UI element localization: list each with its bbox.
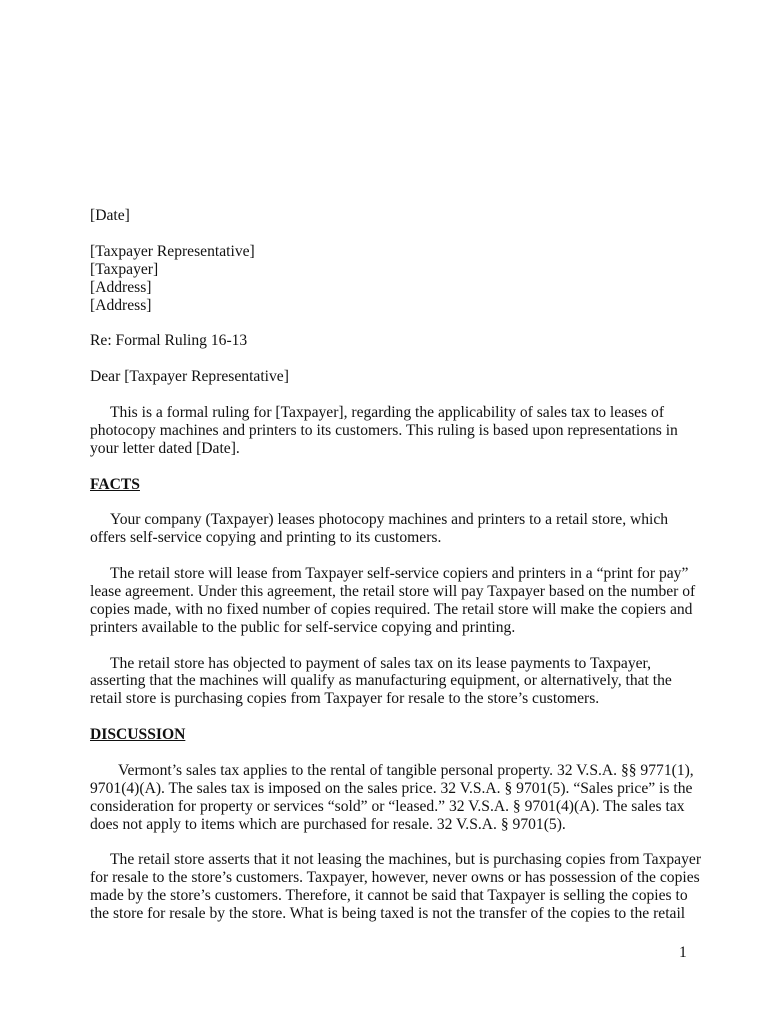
- facts-paragraph-3: [90, 655, 690, 709]
- discussion-heading: DISCUSSION: [90, 726, 186, 744]
- facts-paragraph-1: [90, 511, 690, 547]
- paragraph-line: Your company (Taxpayer) leases photocopy machines and printers to a retail store, which: [110, 511, 669, 529]
- paragraph-line: 9701(4)(A). The sales tax is imposed on the sales price. 32 V.S.A. § 9701(5). “Sales price” is the: [90, 779, 693, 797]
- discussion-paragraph-2: [90, 851, 702, 923]
- spacer: [90, 708, 690, 726]
- facts-paragraph-2: [90, 565, 696, 637]
- paragraph-line: copies made, with no fixed number of copies required. The retail store will make the copiers and: [90, 600, 693, 618]
- paragraph-line: made by the store’s customers. Therefore, it cannot be said that Taxpayer is selling the copies to: [90, 887, 688, 905]
- paragraph-line: the store for resale by the store. What is being taxed is not the transfer of the copies to the retail: [90, 905, 686, 923]
- paragraph-line: for resale to the store’s customers. Taxpayer, however, never owns or has possession of the copies: [90, 869, 700, 887]
- paragraph-line: printers available to the public for self-service copying and printing.: [90, 618, 516, 636]
- spacer: [90, 547, 690, 565]
- paragraph-line: Vermont’s sales tax applies to the rental of tangible personal property. 32 V.S.A. §§ 9771(1),: [118, 761, 694, 779]
- discussion-paragraph-1: [90, 761, 694, 834]
- paragraph-line: The retail store has objected to payment of sales tax on its lease payments to Taxpayer,: [110, 654, 652, 672]
- paragraph-line: photocopy machines and printers to its customers. This ruling is based upon representations in: [90, 421, 678, 439]
- paragraph-line: retail store is purchasing copies from Taxpayer for resale to the store’s customers.: [90, 690, 600, 708]
- recipient-line: [Address]: [90, 278, 152, 296]
- spacer: [90, 834, 690, 852]
- spacer: [90, 225, 690, 243]
- paragraph-line: consideration for property or services “sold” or “leased.” 32 V.S.A. § 9701(4)(A). The sales tax: [90, 797, 685, 815]
- paragraph-line: lease agreement. Under this agreement, the retail store will pay Taxpayer based on the number of: [90, 582, 696, 600]
- spacer: [90, 386, 690, 404]
- letter-date: [Date]: [90, 207, 130, 224]
- facts-heading: FACTS: [90, 475, 140, 493]
- paragraph-line: The retail store will lease from Taxpayer self-service copiers and printers in a “print for pay”: [110, 565, 689, 583]
- recipient-line: [Taxpayer Representative]: [90, 242, 255, 260]
- spacer: [90, 637, 690, 655]
- spacer: [90, 314, 690, 332]
- recipient-line: [Address]: [90, 296, 152, 314]
- paragraph-line: does not apply to items which are purchased for resale. 32 V.S.A. § 9701(5).: [90, 815, 566, 833]
- subject-line: Re: Formal Ruling 16-13: [90, 332, 248, 350]
- paragraph-line: asserting that the machines will qualify as manufacturing equipment, or alternatively, that the: [90, 672, 672, 690]
- recipient-line: [Taxpayer]: [90, 260, 159, 278]
- paragraph-line: This is a formal ruling for [Taxpayer], regarding the applicability of sales tax to leases of: [110, 403, 665, 421]
- spacer: [90, 493, 690, 511]
- paragraph-line: The retail store asserts that it not leasing the machines, but is purchasing copies from Taxpayer: [110, 851, 702, 869]
- page-number: 1: [679, 944, 687, 961]
- recipient-block: [90, 243, 690, 315]
- paragraph-line: offers self-service copying and printing to its customers.: [90, 529, 442, 547]
- spacer: [90, 350, 690, 368]
- paragraph-line: your letter dated [Date].: [90, 439, 240, 457]
- letter-body: [90, 207, 702, 923]
- salutation: Dear [Taxpayer Representative]: [90, 368, 289, 386]
- spacer: [90, 458, 690, 476]
- intro-paragraph: [90, 404, 690, 458]
- spacer: [90, 744, 690, 762]
